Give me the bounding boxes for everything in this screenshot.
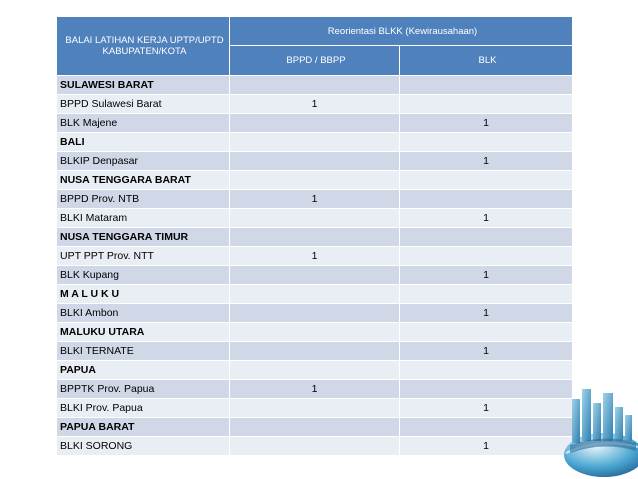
table-body	[57, 76, 573, 456]
data-table	[56, 16, 573, 456]
table-row	[57, 437, 573, 456]
row-name-cell: PAPUA BARAT	[57, 418, 230, 437]
row-name-cell: BLKI TERNATE	[57, 342, 230, 361]
blk-value-cell	[400, 361, 573, 380]
row-name-cell: BPPTK Prov. Papua	[57, 380, 230, 399]
table-row	[57, 304, 573, 323]
region-row	[57, 418, 573, 437]
table-row	[57, 399, 573, 418]
region-row	[57, 171, 573, 190]
row-name-cell: SULAWESI BARAT	[57, 76, 230, 95]
region-row	[57, 133, 573, 152]
bppd-value-cell: 1	[230, 247, 400, 266]
blk-value-cell	[400, 418, 573, 437]
header-bppd-bbpp: BPPD / BBPP	[230, 46, 400, 76]
blk-value-cell	[400, 228, 573, 247]
bppd-value-cell	[230, 228, 400, 247]
row-name-cell: M A L U K U	[57, 285, 230, 304]
blk-value-cell: 1	[400, 304, 573, 323]
bppd-value-cell	[230, 133, 400, 152]
header-reorientation-group: Reorientasi BLKK (Kewirausahaan)	[230, 17, 573, 46]
blk-value-cell: 1	[400, 266, 573, 285]
table-header	[57, 17, 573, 76]
table-row	[57, 247, 573, 266]
bppd-value-cell	[230, 171, 400, 190]
table-row	[57, 209, 573, 228]
bppd-value-cell	[230, 342, 400, 361]
header-institution: BALAI LATIHAN KERJA UPTP/UPTD KABUPATEN/KOTA	[57, 17, 230, 76]
region-row	[57, 228, 573, 247]
row-name-cell: BLK Kupang	[57, 266, 230, 285]
bppd-value-cell	[230, 437, 400, 456]
blk-value-cell: 1	[400, 437, 573, 456]
blk-value-cell	[400, 285, 573, 304]
table-row	[57, 152, 573, 171]
row-name-cell: BLK Majene	[57, 114, 230, 133]
region-row	[57, 285, 573, 304]
row-name-cell: BLKI Mataram	[57, 209, 230, 228]
table-row	[57, 380, 573, 399]
table-row	[57, 190, 573, 209]
blk-value-cell	[400, 95, 573, 114]
bppd-value-cell	[230, 266, 400, 285]
table-row	[57, 95, 573, 114]
row-name-cell: BLKI SORONG	[57, 437, 230, 456]
row-name-cell: BPPD Prov. NTB	[57, 190, 230, 209]
region-row	[57, 323, 573, 342]
bppd-value-cell: 1	[230, 380, 400, 399]
globe-city-icon	[560, 385, 638, 479]
bppd-value-cell	[230, 209, 400, 228]
row-name-cell: BALI	[57, 133, 230, 152]
blk-value-cell	[400, 171, 573, 190]
row-name-cell: MALUKU UTARA	[57, 323, 230, 342]
blk-value-cell	[400, 380, 573, 399]
blk-value-cell	[400, 190, 573, 209]
blk-value-cell	[400, 133, 573, 152]
region-row	[57, 76, 573, 95]
bppd-value-cell	[230, 285, 400, 304]
blk-value-cell	[400, 76, 573, 95]
bppd-value-cell	[230, 114, 400, 133]
blk-value-cell	[400, 247, 573, 266]
row-name-cell: NUSA TENGGARA TIMUR	[57, 228, 230, 247]
header-blk: BLK	[400, 46, 573, 76]
bppd-value-cell	[230, 399, 400, 418]
bppd-value-cell	[230, 361, 400, 380]
blk-value-cell: 1	[400, 342, 573, 361]
bppd-value-cell	[230, 323, 400, 342]
bppd-value-cell	[230, 418, 400, 437]
row-name-cell: UPT PPT Prov. NTT	[57, 247, 230, 266]
blk-value-cell	[400, 323, 573, 342]
table-row	[57, 342, 573, 361]
blk-value-cell: 1	[400, 114, 573, 133]
table-row	[57, 266, 573, 285]
bppd-value-cell	[230, 304, 400, 323]
row-name-cell: BPPD Sulawesi Barat	[57, 95, 230, 114]
row-name-cell: BLKI Ambon	[57, 304, 230, 323]
row-name-cell: PAPUA	[57, 361, 230, 380]
bppd-value-cell: 1	[230, 95, 400, 114]
blk-value-cell: 1	[400, 152, 573, 171]
bppd-value-cell	[230, 152, 400, 171]
row-name-cell: BLKIP Denpasar	[57, 152, 230, 171]
blk-value-cell: 1	[400, 209, 573, 228]
bppd-value-cell	[230, 76, 400, 95]
region-row	[57, 361, 573, 380]
row-name-cell: NUSA TENGGARA BARAT	[57, 171, 230, 190]
row-name-cell: BLKI Prov. Papua	[57, 399, 230, 418]
bppd-value-cell: 1	[230, 190, 400, 209]
table-row	[57, 114, 573, 133]
blk-value-cell: 1	[400, 399, 573, 418]
